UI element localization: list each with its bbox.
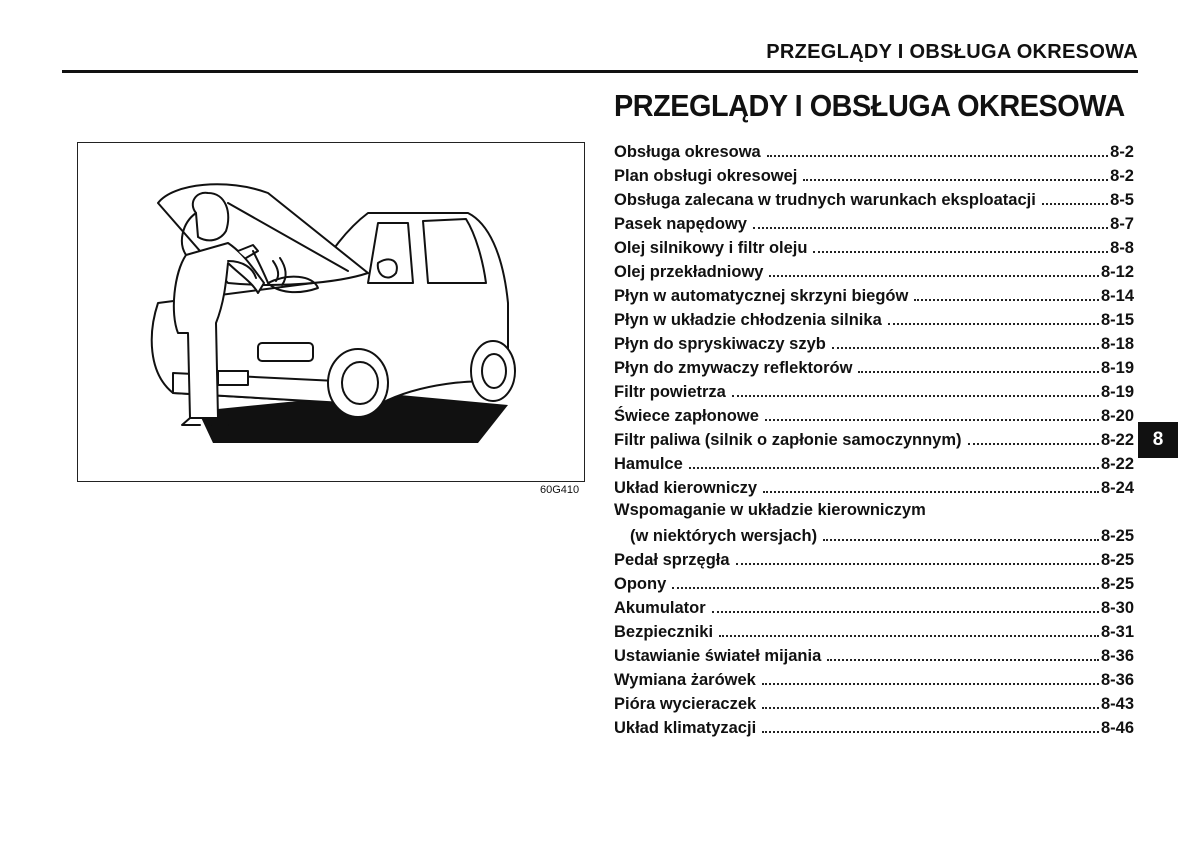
toc-label: Świece zapłonowe bbox=[614, 406, 759, 425]
toc-leader-dots bbox=[1042, 186, 1108, 205]
toc-page: 8-24 bbox=[1100, 478, 1134, 497]
toc-leader-dots bbox=[823, 522, 1099, 541]
toc-label: Obsługa zalecana w trudnych warunkach eksploatacji bbox=[614, 190, 1036, 209]
toc-label: Obsługa okresowa bbox=[614, 142, 761, 161]
toc-label: Plan obsługi okresowej bbox=[614, 166, 798, 185]
toc-page: 8-12 bbox=[1100, 262, 1134, 281]
toc-leader-dots bbox=[858, 354, 1099, 373]
toc-leader-dots bbox=[753, 210, 1108, 229]
toc-row[interactable] bbox=[614, 522, 1134, 546]
toc-leader-dots bbox=[765, 402, 1099, 421]
toc-row[interactable] bbox=[614, 306, 1134, 330]
chapter-tab: 8 bbox=[1138, 422, 1178, 458]
toc-label: Płyn do spryskiwaczy szyb bbox=[614, 334, 826, 353]
toc-leader-dots bbox=[888, 306, 1099, 325]
illustration-frame bbox=[77, 142, 585, 482]
toc-row[interactable] bbox=[614, 162, 1134, 186]
toc-label: Układ kierowniczy bbox=[614, 478, 758, 497]
toc-label: Płyn w układzie chłodzenia silnika bbox=[614, 310, 882, 329]
toc-page: 8-43 bbox=[1100, 694, 1134, 713]
toc-page: 8-22 bbox=[1100, 454, 1134, 473]
toc-row[interactable] bbox=[614, 258, 1134, 282]
toc-row[interactable] bbox=[614, 666, 1134, 690]
toc-label: Pasek napędowy bbox=[614, 214, 747, 233]
toc-page: 8-19 bbox=[1100, 358, 1134, 377]
toc-row[interactable] bbox=[614, 378, 1134, 402]
toc-row[interactable] bbox=[614, 690, 1134, 714]
toc-leader-dots bbox=[767, 138, 1108, 157]
toc-leader-dots bbox=[803, 162, 1108, 181]
toc-leader-dots bbox=[914, 282, 1099, 301]
toc-label: Opony bbox=[614, 574, 667, 593]
toc-leader-dots bbox=[769, 258, 1099, 277]
toc-row[interactable] bbox=[614, 450, 1134, 474]
toc-label: Pedał sprzęgła bbox=[614, 550, 730, 569]
car-maintenance-illustration bbox=[78, 143, 583, 480]
toc-label: Wspomaganie w układzie kierowniczym bbox=[614, 500, 926, 519]
toc-row[interactable] bbox=[614, 498, 1134, 522]
toc-row[interactable] bbox=[614, 426, 1134, 450]
toc-row[interactable] bbox=[614, 714, 1134, 738]
toc-label: Olej silnikowy i filtr oleju bbox=[614, 238, 808, 257]
toc-row[interactable] bbox=[614, 474, 1134, 498]
toc-page: 8-2 bbox=[1110, 166, 1134, 185]
toc-row[interactable] bbox=[614, 570, 1134, 594]
toc-label: Wymiana żarówek bbox=[614, 670, 756, 689]
header-divider bbox=[62, 70, 1138, 73]
toc-leader-dots bbox=[736, 546, 1099, 565]
toc-page: 8-25 bbox=[1100, 526, 1134, 545]
toc-row[interactable] bbox=[614, 210, 1134, 234]
table-of-contents bbox=[614, 138, 1134, 738]
toc-page: 8-18 bbox=[1100, 334, 1134, 353]
toc-leader-dots bbox=[763, 474, 1099, 493]
toc-row[interactable] bbox=[614, 282, 1134, 306]
toc-page: 8-19 bbox=[1100, 382, 1134, 401]
toc-row[interactable] bbox=[614, 330, 1134, 354]
toc-page: 8-36 bbox=[1100, 670, 1134, 689]
toc-page: 8-15 bbox=[1100, 310, 1134, 329]
toc-label: Hamulce bbox=[614, 454, 683, 473]
toc-leader-dots bbox=[712, 594, 1099, 613]
toc-page: 8-25 bbox=[1100, 574, 1134, 593]
toc-row[interactable] bbox=[614, 186, 1134, 210]
toc-label: Olej przekładniowy bbox=[614, 262, 764, 281]
toc-leader-dots bbox=[762, 714, 1099, 733]
toc-page: 8-22 bbox=[1100, 430, 1134, 449]
toc-label: Ustawianie świateł mijania bbox=[614, 646, 822, 665]
toc-leader-dots bbox=[813, 234, 1108, 253]
toc-page: 8-2 bbox=[1110, 142, 1134, 161]
toc-leader-dots bbox=[968, 426, 1099, 445]
running-header-title: PRZEGLĄDY I OBSŁUGA OKRESOWA bbox=[766, 41, 1138, 63]
toc-page: 8-5 bbox=[1110, 190, 1134, 209]
toc-page: 8-36 bbox=[1100, 646, 1134, 665]
toc-page: 8-30 bbox=[1100, 598, 1134, 617]
toc-label: Filtr paliwa (silnik o zapłonie samoczynnym) bbox=[614, 430, 962, 449]
toc-leader-dots bbox=[732, 378, 1099, 397]
toc-page: 8-31 bbox=[1100, 622, 1134, 641]
toc-label: Układ klimatyzacji bbox=[614, 718, 757, 737]
toc-leader-dots bbox=[762, 666, 1099, 685]
toc-leader-dots bbox=[832, 330, 1099, 349]
toc-leader-spacer bbox=[932, 498, 1132, 515]
toc-row[interactable] bbox=[614, 354, 1134, 378]
toc-row[interactable] bbox=[614, 546, 1134, 570]
toc-leader-dots bbox=[672, 570, 1099, 589]
toc-leader-dots bbox=[689, 450, 1099, 469]
toc-leader-dots bbox=[719, 618, 1099, 637]
section-title: PRZEGLĄDY I OBSŁUGA OKRESOWA bbox=[614, 88, 1125, 123]
toc-label: Płyn w automatycznej skrzyni biegów bbox=[614, 286, 909, 305]
toc-page: 8-7 bbox=[1110, 214, 1134, 233]
toc-row[interactable] bbox=[614, 642, 1134, 666]
toc-leader-dots bbox=[762, 690, 1099, 709]
toc-page: 8-46 bbox=[1100, 718, 1134, 737]
toc-label: Bezpieczniki bbox=[614, 622, 714, 641]
figure-code: 60G410 bbox=[540, 484, 580, 496]
toc-row[interactable] bbox=[614, 234, 1134, 258]
toc-row[interactable] bbox=[614, 594, 1134, 618]
toc-row[interactable] bbox=[614, 402, 1134, 426]
toc-label: Pióra wycieraczek bbox=[614, 694, 757, 713]
toc-page: 8-25 bbox=[1100, 550, 1134, 569]
toc-label: Akumulator bbox=[614, 598, 706, 617]
toc-row[interactable] bbox=[614, 618, 1134, 642]
toc-label: Filtr powietrza bbox=[614, 382, 726, 401]
toc-label: (w niektórych wersjach) bbox=[630, 526, 818, 545]
toc-leader-dots bbox=[827, 642, 1099, 661]
toc-label: Płyn do zmywaczy reflektorów bbox=[614, 358, 853, 377]
toc-page: 8-20 bbox=[1100, 406, 1134, 425]
toc-page: 8-8 bbox=[1110, 238, 1134, 257]
toc-row[interactable] bbox=[614, 138, 1134, 162]
toc-page: 8-14 bbox=[1100, 286, 1134, 305]
